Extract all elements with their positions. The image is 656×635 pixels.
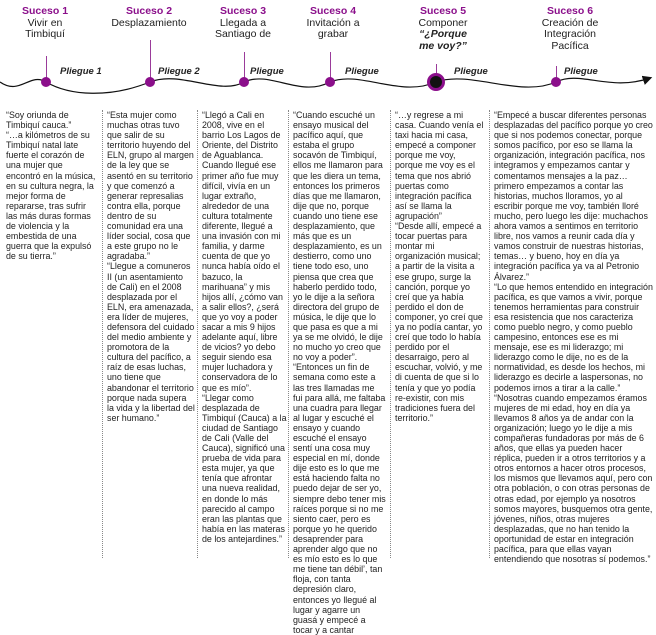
suceso-2-number: Suceso 2 [125, 5, 173, 17]
pliegue-3-label: Pliegue [250, 66, 284, 77]
suceso-3-text [197, 110, 287, 558]
suceso-6-text [489, 110, 653, 565]
suceso-2-title-line-1: Desplazamiento [111, 16, 187, 29]
suceso-4-title-line-2: grabar [317, 28, 349, 40]
suceso-6-title-line-3: Pacífica [551, 39, 589, 52]
suceso-3-number: Suceso 3 [219, 5, 267, 17]
suceso-5-dot [427, 73, 445, 91]
suceso-2-text [102, 110, 195, 558]
suceso-1-paragraph: “…a kilómetros de su Timbiquí natal late fuerte el corazón de una mujer que encontró en la música, en su cultura negra, la mejor forma de repararse, tras sufrir las más duras formas de violencia y la embestida de una guerra que la expulsó de su tierra.” [6, 130, 96, 262]
pliegue-6-label: Pliegue [564, 66, 598, 77]
suceso-1-dot [41, 77, 51, 87]
suceso-4-text [288, 110, 386, 635]
suceso-4-paragraph: “Cuando escuché un ensayo musical del pacífico aquí, que estaba el grupo socavón de Timbiquí, ellos me llamaron para que les diera un tema, entonces los primeros días que me llamaron, dije que no, porque cuando uno tiene ese desplazamiento, que más que es un desplazamiento, es un destierro, como uno tiene todo eso, uno piensa que crea que haberlo perdido todo, yo le dije a la señora directora del grupo de música, le dije que lo que pasa es que a mi ya se me olvidó, le dije no mucho yo creo que no voy a poder”. [293, 110, 383, 363]
suceso-3-stem [244, 52, 245, 80]
suceso-4-title-line-1: Invitación a [306, 16, 360, 29]
suceso-2-paragraph: “Llegue a comuneros II (un asentamiento de Cali) en el 2008 desplazada por el ELN, era amenazada, era líder de mujeres, defensora del cuidado del medio ambiente y promotora de la cultura del pacífico, a raíz de esas luchas, uno tiene que abandonar el territorio porque nada supera la vida y la libertad del ser humano.” [107, 261, 195, 423]
suceso-6-number: Suceso 6 [546, 5, 594, 17]
pliegue-2-label: Pliegue 2 [158, 66, 200, 77]
suceso-5-emphasis-line-2: me voy?” [419, 39, 467, 52]
suceso-6-paragraph: “Nosotras cuando empezamos éramos mujeres de mi edad, hoy en día ya llevamos 8 años ya de andar con la organización; luego yo le dije a mis compañeras fundadoras por más de 6 años, que ellas ya pueden hacer réplica, pueden ir a otros territorios y a otros entornos a hacer otros procesos, los mismos que llevamos aquí, pero con otra población, o con otras personas de otras edad, por ejemplo ya nosotros somos mayores, busquemos otra gente, jóvenes, niños, otras mujeres desplazadas, que no han tenido la oportunidad de estar en integración pacífica, para que ellas vayan entendiendo que nosotras sí podemos.” [494, 392, 653, 565]
suceso-1-paragraph: “Soy oriunda de Timbiquí cauca.” [6, 110, 72, 131]
suceso-2-dot [145, 77, 155, 87]
pliegue-1-label: Pliegue 1 [60, 66, 102, 77]
suceso-3-dot [239, 77, 249, 87]
suceso-5-title-line-1: Componer [418, 16, 468, 29]
suceso-1-title-line-2: Timbiquí [25, 28, 65, 40]
suceso-3-title-line-2: Santiago de [214, 28, 272, 40]
suceso-5-paragraph: “…y regrese a mi casa. Cuando venía el taxi hacia mi casa, empecé a componer porque me voy, porque me voy es el tema que nos abrió puertas como integración pacífica así se llama la agrupación” [395, 110, 484, 221]
suceso-2-paragraph: “Esta mujer como muchas otras tuvo que salir de su territorio huyendo del ELN, grupo al margen de la ley que se asentó en su territorio y que comenzó a generar represalias contra ella, porque dentro de su comunidad era una líder social, cosa que a este grupo no le agradaba.” [107, 110, 194, 262]
pliegue-4-label: Pliegue [345, 66, 379, 77]
suceso-5-paragraph: “Desde allí, empecé a tocar puertas para montar mi organización musical; a partir de la visita a ese grupo, surge la canción, porque yo creí que ya había perdido el don de componer, yo creí que ya no podía cantar, yo creí que todo lo había perdido por el desarraigo, pero al escuchar, volvió, y me di cuenta de que si lo tenía y que yo podía re-existir, con mis tradiciones fuera del territorio.” [395, 221, 483, 423]
pliegue-5-label: Pliegue [454, 66, 488, 77]
suceso-1-text [6, 110, 96, 558]
suceso-3-paragraph: “Llegar como desplazada de Timbiquí (Cauca) a la ciudad de Santiago de Cali (Valle del Cauca), significó una prueba de vida para esta mujer, ya que tenía que afrontar una nueva realidad, en donde lo más parecido al campo eran las plantas que había en las materas de los antejardines.” [202, 392, 287, 544]
suceso-5-emphasis-line-1: “¿Porque [419, 28, 467, 40]
suceso-6-title-line-1: Creación de [541, 16, 599, 29]
suceso-1-title-line-1: Vivir en [27, 16, 63, 29]
suceso-5-text [390, 110, 484, 558]
suceso-4-number: Suceso 4 [309, 5, 357, 17]
suceso-6-dot [551, 77, 561, 87]
suceso-3-paragraph: “Llegó a Cali en 2008, vive en el barrio Los Lagos de Oriente, del Distrito de Aguablanca. Cuando llegué ese primer año fue muy difícil, vivía en un lugar extraño, alrededor de una cultura totalmente diferente, llegué a una invasión con mi familia, y darme cuenta de que yo nunca había oído el bazuco, la marihuana” y mis hijos allí, ¿cómo van a salir ellos?, ¿será que yo voy a poder sacar a mis 9 hijos adelante aquí, libre de vicios? yo debo seguir siendo esa mujer luchadora y conservadora de lo que es mío”. [202, 110, 283, 393]
suceso-6-paragraph: “Lo que hemos entendido en integración pacífica, es que vamos a vivir, porque tenemos herramientas para construir esa resistencia que nos caracteriza como pueblo negro, y como pueblo campesino, entonces ese es mi mensaje, ese es mi liderazgo; mi liderazgo como le dije, no es de la normatividad, es desde los hechos, mi liderazgo es decirle a laspersonas, no podemos irnos a tirar a la calle.” [494, 281, 653, 393]
suceso-4-dot [325, 77, 335, 87]
suceso-6-paragraph: “Empecé a buscar diferentes personas desplazadas del pacífico porque yo creo que si nos podemos conectar, porque somos pacífico, por eso se llama la organización, integración pacífica, nos integramos y empezamos cantar y comentamos mensajes a la paz… primero empezamos a contar las historias, muchos lloramos, yo al escribir porque me voy, también lloré mucho, pero luego les dije: muchachos ahora vamos a sentimos en territorio libre, nos vamos a reunir cada día y vamos construir de nuestras historias, temas… y bueno, hoy en día ya integración pacífica ya va al Petronio Álvarez.” [494, 110, 653, 282]
suceso-2-stem [150, 40, 151, 80]
suceso-4-paragraph: “Entonces un fin de semana como este a las tres llamadas me fui para allá, me faltaba una cuadra para llegar al lugar y escuché el ensayo y cuando escuché el ensayo sentí una cosa muy especial en mí, donde dije esto es lo que me está haciendo falta no puedo dejar de ser yo, siempre debo tener mis raíces porque si no me siento caer, pero es porque yo he querido desaprender para aprender algo que no es mío esto es lo que me tiene tan débil’, tan floja, con tanta depresión claro, entonces yo llegué al lugar y agarre un guasá y empecé a tocar y a cantar [293, 362, 386, 635]
suceso-1-number: Suceso 1 [21, 5, 69, 17]
suceso-5-number: Suceso 5 [419, 5, 467, 17]
suceso-3-title-line-1: Llegada a [219, 16, 267, 29]
suceso-6-title-line-2: Integración [544, 28, 596, 40]
suceso-4-stem [330, 52, 331, 80]
timeline-axis [0, 0, 656, 120]
